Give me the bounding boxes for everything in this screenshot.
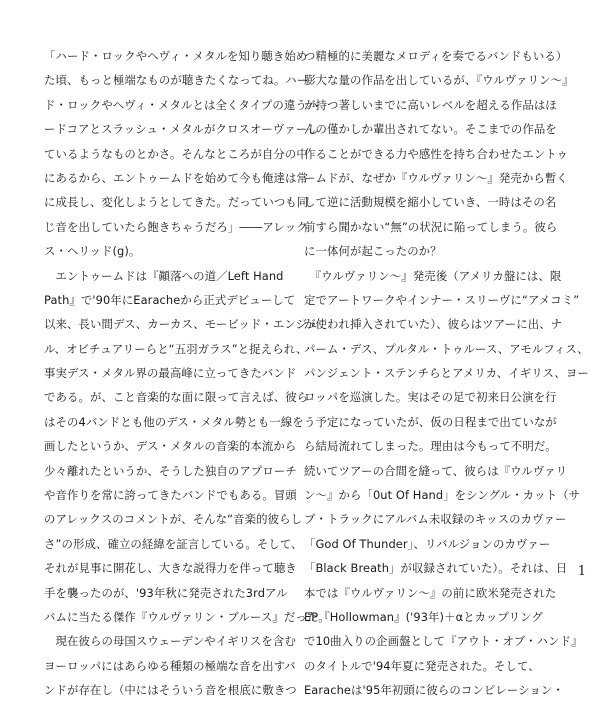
- text-line: Path』で'90年にEaracheから正式デビューして: [44, 292, 296, 307]
- text-line: にあるから、エントゥームドを始めて今も俺達は常: [44, 170, 309, 185]
- text-line: じ音を出していたら飽きちゃうだろ」――アレック: [44, 219, 308, 234]
- text-line: ードコアとスラッシュ・メタルがクロスオーヴァーし: [44, 122, 319, 137]
- right-text-column: [304, 44, 589, 703]
- text-line: ド・ロックやヘヴィ・メタルとは全くタイプの違うハ: [44, 97, 319, 112]
- text-line: それが見事に開花し、大きな説得力を伴って聴き: [44, 561, 297, 576]
- text-line: や音作りを常に誇ってきたバンドでもある。冒頭: [44, 488, 297, 503]
- text-line: バムに当たる傑作『ウルヴァリン・ブルース』だった。: [44, 609, 330, 624]
- text-line: ン〜』から「0ut Of Hand」をシングル・カット（サ: [304, 488, 581, 503]
- text-line: ロッパを巡演した。実はその足で初来日公演を行: [304, 390, 557, 405]
- text-line: 「Black Breath」が収録されていた）。それは、日: [304, 561, 568, 576]
- text-line: た頃、もっと極端なものが聴きたくなってね。ハー: [44, 73, 309, 88]
- text-line: である。が、こと音楽的な面に限って言えば、彼ら: [44, 390, 309, 405]
- text-line: ているようなものとかさ。そんなところが自分の中: [44, 146, 308, 161]
- text-line: 「God Of Thunder」、リバルジョンのカヴァー: [304, 536, 551, 551]
- text-line: う予定になっていたが、仮の日程まで出ていなが: [304, 414, 557, 429]
- text-line: 画したというか、デス・メタルの音楽的本流から: [44, 439, 297, 454]
- text-line: 現在彼らの母国スウェーデンやイギリスを含む: [44, 634, 296, 649]
- text-line: んの僅かしか輩出されてない。そこまでの作品を: [304, 122, 557, 137]
- text-line: ら結局流れてしまった。理由は今もって不明だ。: [304, 439, 557, 454]
- text-line: さ”の形成、確立の経緯を証言している。そして、: [44, 536, 303, 551]
- text-line: のアレックスのコメントが、そんな“音楽的彼らし: [44, 512, 303, 527]
- text-line: 以来、長い間デス、カーカス、モービッド・エンジェ: [44, 317, 319, 332]
- text-line: エントゥームドは『顚落への道／Left Hand: [44, 268, 284, 283]
- text-line: はその4バンドとも他のデス・メタル勢とも一線を: [44, 414, 304, 429]
- text-line: パンジェント・ステンチらとアメリカ、イギリス、ヨー: [304, 366, 589, 381]
- text-line: 定でアートワークやインナー・スリーヴに“アメコミ”: [304, 292, 580, 307]
- text-line: EP『Hollowman』('93年)＋αとカップリング: [304, 609, 543, 624]
- text-line: Earacheは'95年初頭に彼らのコンピレーション・: [304, 683, 564, 698]
- text-line: ームドが、なぜか『ウルヴァリン〜』発売から暫く: [304, 170, 568, 185]
- text-line: 事実デス・メタル界の最高峰に立ってきたバンド: [44, 366, 297, 381]
- text-line: つ精極的に美麗なメロディを奏でるバンドもいる）: [304, 49, 568, 63]
- text-line: が持つ著しいまでに高いレベルを超える作品はほ: [304, 97, 557, 112]
- text-line: で10曲入りの企画盤として『アウト・オブ・ハンド』: [304, 634, 583, 649]
- text-line: が使われ挿入されていた）、彼らはツアーに出、ナ: [304, 317, 563, 332]
- text-line: 膨大な量の作品を出しているが、『ウルヴァリン〜』: [304, 73, 574, 88]
- text-line: 少々離れたというか、そうした独自のアプローチ: [44, 463, 297, 478]
- text-line: ス・ヘリッド(g)。: [44, 244, 141, 259]
- text-line: して逆に活動規模を縮小していき、一時はその名: [304, 195, 557, 210]
- text-line: に成長し、変化しようとしてきた。だっていつも同: [44, 195, 309, 210]
- text-line: に一体何が起こったのか？: [304, 244, 442, 259]
- text-line: パーム・デス、プルタル・トゥルース、アモルフィス、: [304, 341, 589, 356]
- text-line: 前すら聞かない“無”の状況に陥ってしまう。彼ら: [304, 219, 558, 234]
- text-line: 作ることができる力や感性を持ち合わせたエントゥ: [304, 146, 569, 161]
- text-line: 続いてツアーの合間を縫って、彼らは『ウルヴァリ: [304, 463, 568, 478]
- text-line: 『ウルヴァリン〜』発売後（アメリカ盤には、限: [304, 268, 562, 283]
- text-line: ブ・トラックにアルバム未収録のキッスのカヴァー: [304, 512, 567, 527]
- text-line: ンドが存在し（中にはそういう音を根底に敷きつ: [44, 683, 297, 698]
- text-line: のタイトルで'94年夏に発売された。そして、: [304, 658, 540, 673]
- text-line: 「ハード・ロックやヘヴィ・メタルを知り聴き始め: [44, 49, 308, 63]
- page-number: 1: [577, 564, 586, 579]
- text-line: ル、オビチュアリーらと“五羽ガラス”と捉えられ、: [44, 341, 308, 356]
- text-line: 手を襲ったのが、'93年秋に発売された3rdアル: [44, 585, 288, 600]
- text-line: ヨーロッパにはあらゆる種類の極端な音を出すバ: [44, 658, 296, 673]
- left-text-column: [44, 44, 330, 703]
- text-line: 本では『ウルヴァリン〜』の前に欧米発売された: [304, 585, 557, 600]
